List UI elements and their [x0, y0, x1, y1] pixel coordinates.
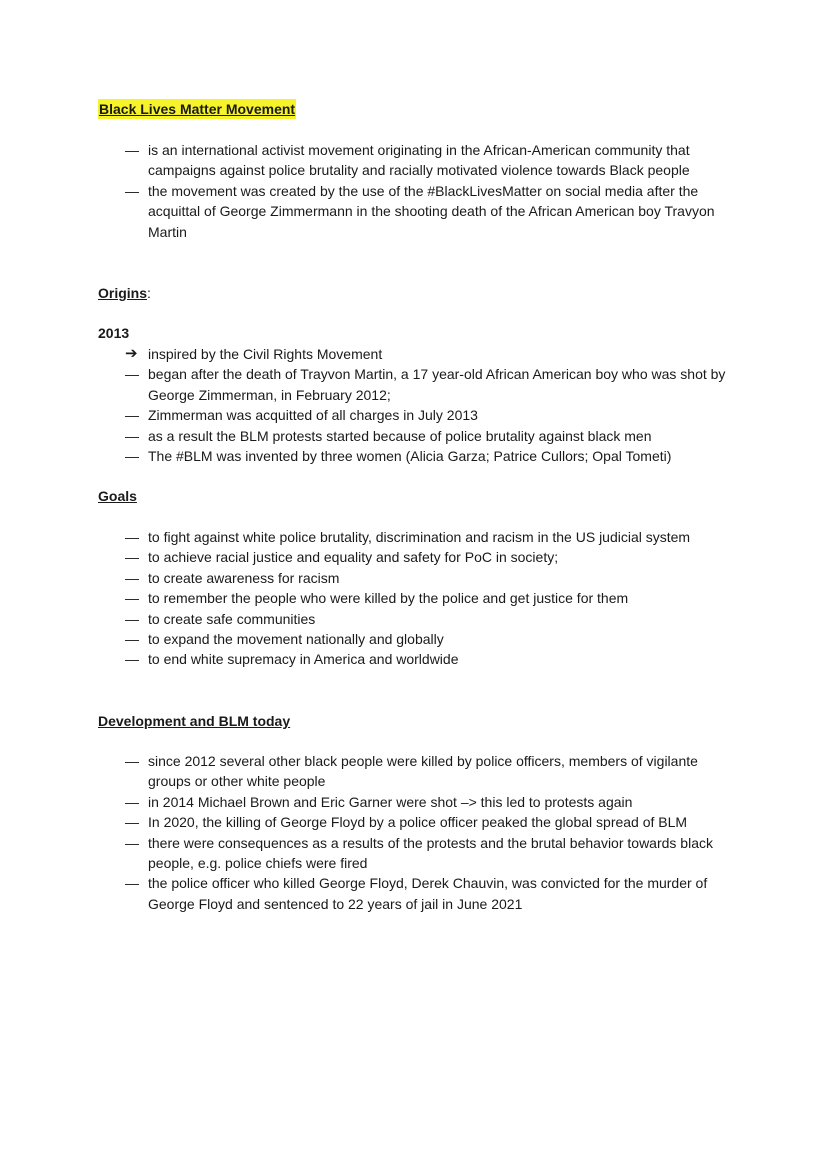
- list-item: [98, 649, 738, 669]
- list-item: [98, 364, 738, 405]
- list-item: [98, 792, 738, 812]
- list-item: [98, 405, 738, 425]
- list-item: [98, 873, 738, 914]
- list-item: [98, 812, 738, 832]
- list-item: [98, 629, 738, 649]
- origins-list: [98, 344, 738, 466]
- list-item-text: began after the death of Trayvon Martin, a 17 year-old African American boy who was shot by George Zimmerman, in February 2012;: [148, 366, 726, 403]
- dash-bullet: —: [125, 529, 139, 545]
- list-item-text: The #BLM was invented by three women (Alicia Garza; Patrice Cullors; Opal Tometi): [148, 448, 672, 465]
- list-item-text: to create safe communities: [148, 610, 316, 627]
- dash-bullet: —: [125, 366, 139, 383]
- list-item: [98, 344, 738, 364]
- list-item-text: to achieve racial justice and equality and safety for PoC in society;: [148, 549, 559, 566]
- dash-bullet: —: [125, 793, 139, 810]
- list-item: [98, 547, 738, 567]
- list-item: [98, 609, 738, 629]
- list-item: [98, 527, 738, 547]
- development-heading: Development and BLM today: [98, 713, 291, 729]
- list-item-text: as a result the BLM protests started because of police brutality against black men: [148, 427, 652, 444]
- list-item: [98, 751, 738, 792]
- dash-bullet: —: [125, 407, 139, 424]
- list-item: [98, 426, 738, 446]
- list-item: [98, 833, 738, 874]
- list-item-text: to remember the people who were killed by the police and get justice for them: [148, 590, 629, 607]
- list-item-text: the movement was created by the use of the #BlackLivesMatter on social media after the acquittal of George Zimmermann in the shooting death of the African American boy Travyon Martin: [148, 182, 715, 240]
- list-item-text: is an international activist movement originating in the African-American community that campaigns against police brutality and racially motivated violence towards Black people: [148, 142, 690, 179]
- intro-list: [98, 140, 738, 242]
- dash-bullet: —: [125, 427, 139, 444]
- list-item-text: In 2020, the killing of George Floyd by a police officer peaked the global spread of BLM: [148, 814, 688, 831]
- origins-heading: Origins: [98, 285, 148, 301]
- list-item: [98, 140, 738, 181]
- origins-year: 2013: [98, 325, 130, 341]
- dash-bullet: —: [125, 631, 139, 648]
- list-item-text: since 2012 several other black people were killed by police officers, members of vigilante groups or other white people: [148, 753, 698, 790]
- list-item-text: there were consequences as a results of the protests and the brutal behavior towards black people, e.g. police chiefs were fired: [148, 834, 713, 872]
- origins-heading-row: [98, 283, 151, 303]
- dash-bullet: —: [125, 590, 139, 607]
- list-item-text: Zimmerman was acquitted of all charges in July 2013: [148, 407, 478, 424]
- goals-list: [98, 527, 738, 670]
- list-item-text: in 2014 Michael Brown and Eric Garner were shot –> this led to protests again: [148, 793, 633, 810]
- list-item: [98, 181, 738, 242]
- dash-bullet: —: [125, 834, 139, 851]
- dash-bullet: —: [125, 182, 139, 199]
- list-item-text: to create awareness for racism: [148, 569, 340, 586]
- dash-bullet: —: [125, 569, 139, 586]
- goals-heading: Goals: [98, 488, 137, 504]
- dash-bullet: —: [125, 814, 139, 831]
- list-item-text: inspired by the Civil Rights Movement: [148, 346, 383, 362]
- origins-colon: :: [147, 285, 151, 301]
- dash-bullet: —: [125, 875, 139, 892]
- list-item: [98, 568, 738, 588]
- list-item-text: to expand the movement nationally and globally: [148, 631, 444, 648]
- list-item-text: to fight against white police brutality, discrimination and racism in the US judicial system: [148, 529, 691, 545]
- development-list: [98, 751, 738, 914]
- dash-bullet: —: [125, 651, 139, 668]
- list-item-text: the police officer who killed George Floyd, Derek Chauvin, was convicted for the murder of George Floyd and sentenced to 22 years of jail in June 2021: [148, 875, 708, 912]
- document-title: Black Lives Matter Movement: [98, 99, 296, 119]
- arrow-right-icon: ➔: [125, 345, 138, 362]
- dash-bullet: —: [125, 549, 139, 566]
- dash-bullet: —: [125, 753, 139, 769]
- dash-bullet: —: [125, 142, 139, 158]
- list-item-text: to end white supremacy in America and worldwide: [148, 651, 459, 668]
- list-item: [98, 588, 738, 608]
- dash-bullet: —: [125, 610, 139, 627]
- list-item: [98, 446, 738, 466]
- dash-bullet: —: [125, 448, 139, 465]
